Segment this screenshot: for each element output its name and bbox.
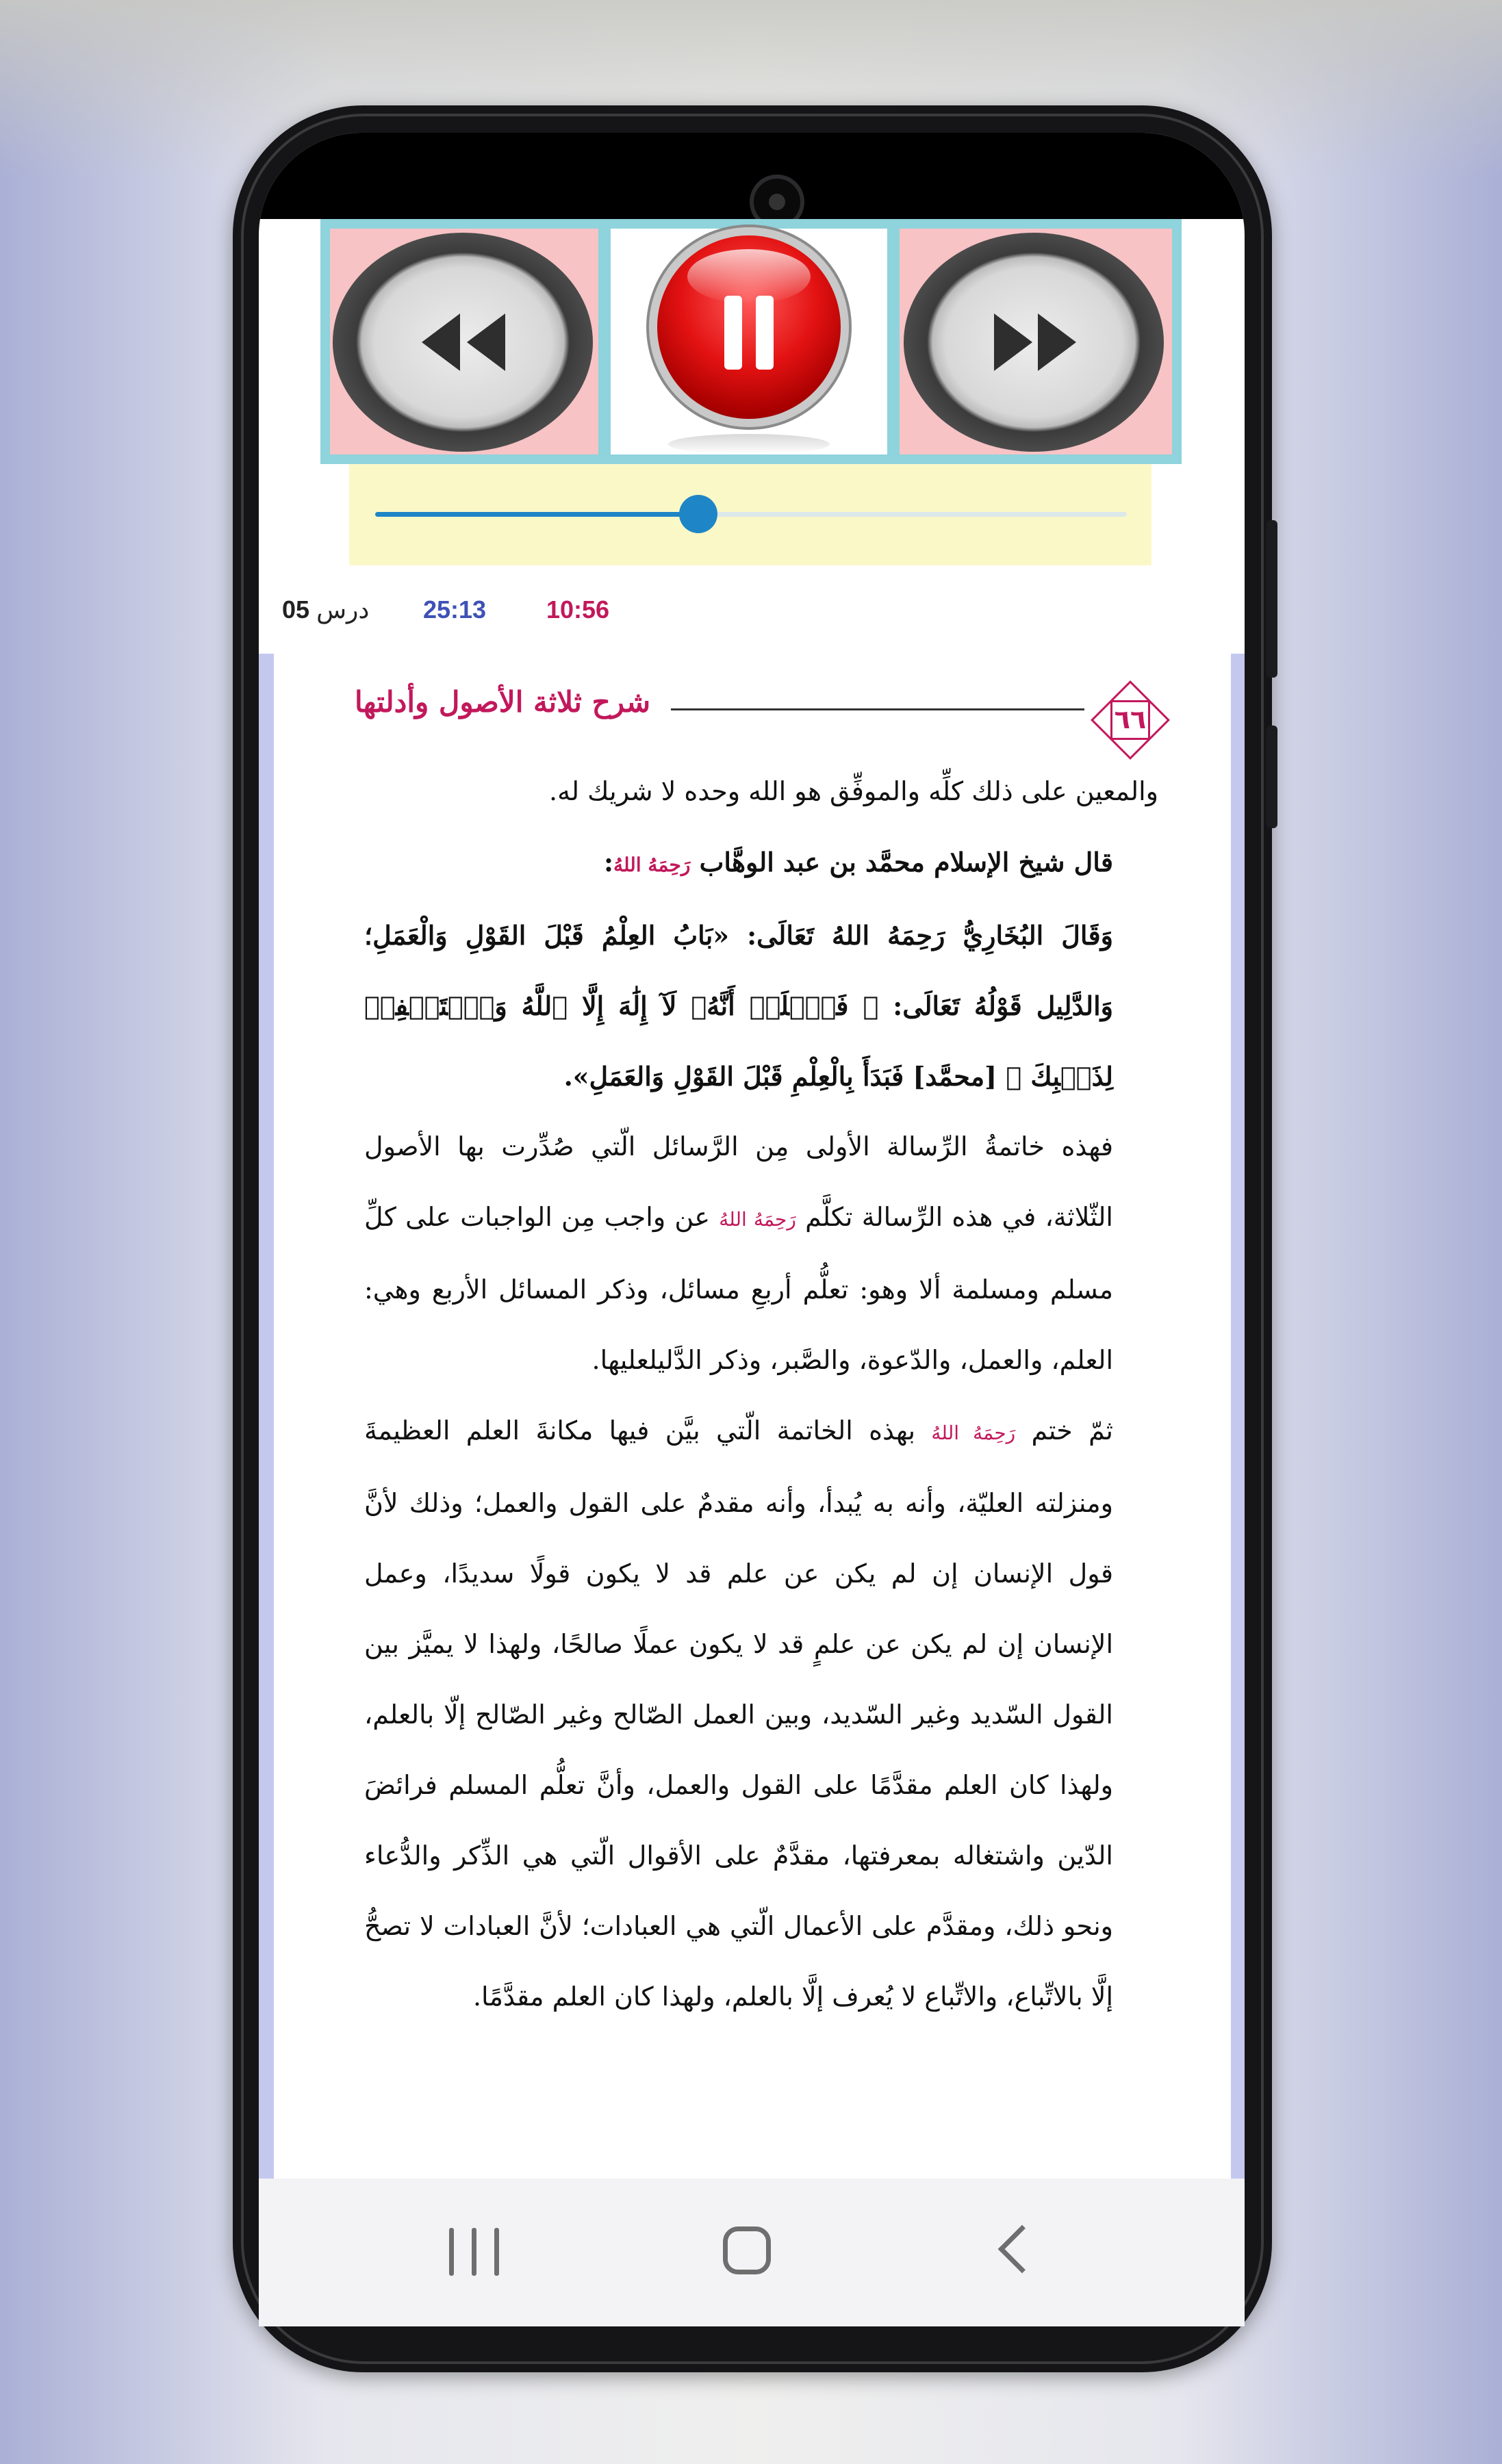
- pause-gloss: [687, 249, 811, 304]
- paragraph: والمعين على ذلك كلِّه والموفِّق هو الله وحده لا شريك له.: [549, 776, 1158, 806]
- page-number-badge: [1091, 681, 1169, 759]
- paragraph-text: ثمّ ختم: [1031, 1415, 1113, 1446]
- forward-button[interactable]: [900, 229, 1172, 454]
- rewind-button[interactable]: [330, 229, 598, 454]
- power-button: [1266, 726, 1277, 828]
- navigation-bar: [259, 2179, 1245, 2326]
- lesson-label: درس: [316, 595, 370, 624]
- pause-bar-right: [756, 296, 774, 370]
- current-time: 10:56: [546, 595, 610, 624]
- audio-player: [320, 219, 1182, 464]
- paragraph-text: بهذه الخاتمة الّتي بيَّن فيها مكانةَ العلم العظيمةَ ومنزلته العليّة، وأنه به يُبدأ، وأنه مقدمٌ على القول والعمل؛ وذلك لأنَّ قول الإنسان إن لم يكن عن علم قد لا يكون قولًا سديدًا، وعمل الإنسان إن لم يكن عن علمٍ قد لا يكون عملًا صالحًا، ولهذا لا يميَّز بين القول السّديد وغير السّديد، وبين العمل الصّالح وغير الصّالح إلّا بالعلم، ولهذا كان العلم مقدَّمًا على القول والعمل، وأنَّ تعلُّم المسلم فرائضَ الدّين واشتغاله بمعرفتها، مقدَّمٌ على الأقوال الّتي هي الذِّكر والدُّعاء ونحو ذلك، ومقدَّم على الأعمال الّتي هي العبادات؛ لأنَّ العبادات لا تصحُّ إلَّا بالاتِّباع، والاتِّباع لا يُعرف إلَّا بالعلم، ولهذا كان العلم مقدَّمًا.: [364, 1415, 1113, 2012]
- pause-reflection: [668, 434, 830, 454]
- lesson-indicator: [282, 595, 369, 630]
- page-content: [274, 654, 1231, 2179]
- page-edge-left: [259, 654, 274, 2179]
- pause-bar-left: [724, 296, 742, 370]
- header-rule: [671, 708, 1084, 710]
- paragraph-text: قال شيخ الإسلام محمَّد بن عبد الوهَّاب: [699, 847, 1113, 877]
- pause-button[interactable]: [611, 229, 887, 454]
- paragraph-text: عن واجب مِن الواجبات على كلِّ مسلم ومسلمة ألا وهو: تعلُّم أربعِ مسائل، وذكر المسائل الأربع وهي: العلم، والعمل، والدّعوة، والصَّبر، وذكر الدَّليلعليها.: [364, 1202, 1113, 1375]
- honorific: رَحِمَهُ اللهُ: [931, 1422, 1016, 1444]
- seek-bar-thumb[interactable]: [679, 495, 717, 533]
- paragraph: [364, 1112, 1158, 1396]
- honorific: رَحِمَهُ اللهُ: [613, 854, 691, 876]
- fast-forward-icon: [904, 233, 1164, 452]
- recents-icon[interactable]: [449, 2228, 500, 2277]
- page-body: [364, 756, 1158, 2032]
- page-header-title: شرح ثلاثة الأصول وأدلتها: [355, 685, 651, 719]
- paragraph: [364, 1396, 1158, 2032]
- paragraph: [364, 827, 1158, 900]
- page-number: ٦٦: [1114, 704, 1147, 734]
- paragraph-text: :: [603, 847, 613, 877]
- back-icon[interactable]: [998, 2225, 1047, 2274]
- lesson-number: 05: [282, 595, 310, 624]
- honorific: رَحِمَهُ اللهُ: [719, 1208, 796, 1231]
- seek-bar-progress: [375, 512, 698, 517]
- total-time: 25:13: [423, 595, 487, 624]
- seek-bar[interactable]: [375, 512, 1127, 517]
- home-icon[interactable]: [723, 2226, 771, 2274]
- seek-bar-container: [349, 464, 1151, 565]
- paragraph-text: فهذه خاتمةُ الرِّسالة الأولى مِن الرَّسائل الّتي صُدِّرت بها الأصول الثّلاثة، في هذه الرِّسالة تكلَّم: [364, 1131, 1113, 1232]
- quote-paragraph: وَقَالَ البُخَارِيُّ رَحِمَهُ اللهُ تَعَالَى: «بَابُ العِلْمُ قَبْلَ القَوْلِ وَالْعَمَلِ؛ وَالدَّلِيل قَوْلُهُ تَعَالَى: ﴿ فَٱعۡلَمۡ أَنَّهُۥ لَآ إِلَٰهَ إِلَّا ٱللَّهُ وَٱسۡتَغۡفِرۡ لِذَنۢبِكَ ﴾ [محمَّد] فَبَدَأَ بِالْعِلْمِ قَبْلَ القَوْلِ وَالعَمَلِ».: [364, 920, 1113, 1092]
- rewind-icon: [333, 233, 593, 452]
- volume-button: [1266, 520, 1277, 678]
- book-page[interactable]: [259, 654, 1245, 2179]
- page-edge-right: [1231, 654, 1245, 2179]
